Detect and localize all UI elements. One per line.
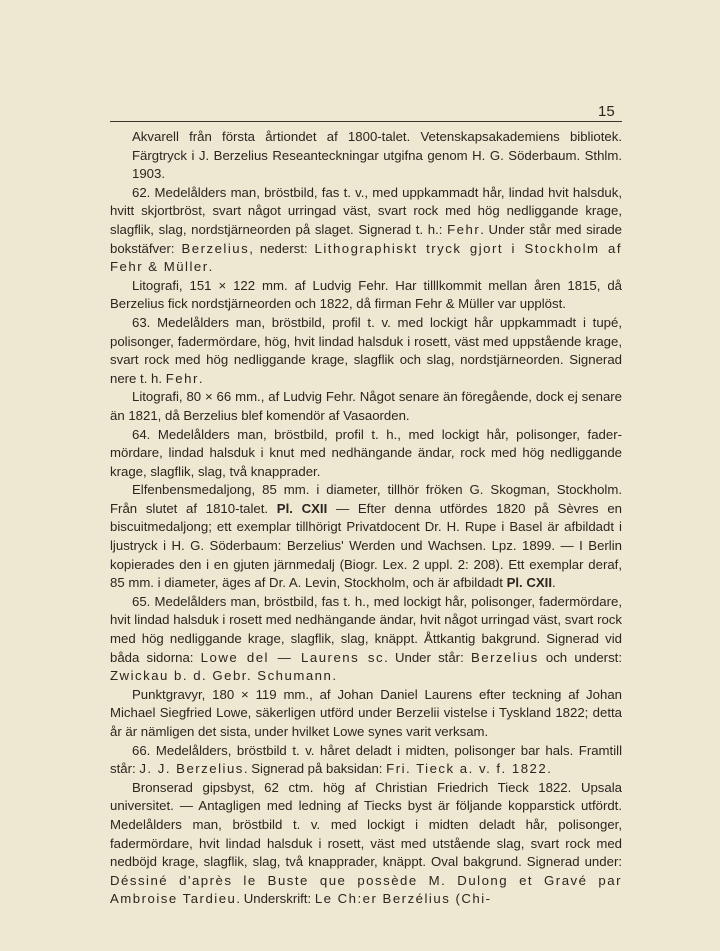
paragraph-p7: [110, 481, 622, 593]
paragraph-p9: [110, 686, 622, 742]
text-run: och underst:: [538, 649, 622, 665]
plate-reference: Pl. CXII: [276, 500, 328, 516]
plate-reference: Pl. CXII: [506, 575, 552, 591]
paragraph-p6: [110, 426, 622, 482]
paragraph-p11: [110, 779, 622, 909]
text-run: 64. Medelålders man, bröstbild, profil t. h., med lockigt hår, polisonger, fadermördare, lindad halsduk i knut med nedhängande ändar, rock med hög nedliggande krage, slagflik, slag, två knapprader.: [110, 426, 622, 479]
text-run: .: [332, 668, 336, 684]
spaced-inscription: Berzelius: [470, 649, 539, 665]
spaced-inscription: Fehr: [447, 221, 481, 237]
text-run: .: [552, 575, 556, 591]
text-run: 62. Medelålders man, bröstbild, fas t. v., med uppkammadt hår, lindad hvit halsduk, hvitt skjortbröst, svart något urringad väst, svart rock med hög nedliggande krage, slagflik, slag, nordstjärneorden på slaget. Signerad t. h.:: [110, 184, 622, 237]
paragraph-p4: [110, 314, 622, 388]
text-run: Litografi, 151 × 122 mm. af Ludvig Fehr. Har tilllkommit mellan åren 1815, då Berzelius fick nordstjärneorden och 1822, då firman Fehr & Müller var upplöst.: [110, 277, 622, 312]
text-run: , nederst:: [249, 240, 315, 256]
text-run: Akvarell från första årtiondet af 1800-talet. Vetenskapsakademiens bibliotek. Färgtryck i J. Berzelius Reseanteckningar utgifna genom H. G. Söderbaum. Sthlm. 1903.: [132, 129, 622, 182]
spaced-inscription: Lowe del — Laurens sc: [200, 649, 385, 665]
text-run: . Signerad på baksidan:: [243, 761, 387, 777]
text-run: .: [547, 761, 551, 777]
paragraph-p8: [110, 593, 622, 686]
text-run: . Under står:: [384, 649, 471, 665]
paragraph-p1: [110, 128, 622, 184]
text-run: 65. Medelålders man, bröstbild, fas t. h., med lockigt hår, polisonger, fadermördare, hvit lindad halsduk i rosett med nedhängande ändar, hvit något urringad väst, svart rock med hög nedliggande krage, slagflik, slag, knäppt. Åttkantig bakgrund. Signerad vid båda sidorna:: [110, 593, 622, 665]
paragraph-p10: [110, 742, 622, 779]
text-run: Litografi, 80 × 66 mm., af Ludvig Fehr. Något senare än föregående, dock ej senare än 1821, då Berzelius blef komendör af Vasaorden.: [110, 389, 622, 423]
paragraph-p2: [110, 184, 622, 277]
text-run: Elfenbensmedaljong, 85 mm. i diameter, tillhör fröken G. Skogman, Stockholm. Från slutet af 1810-talet.: [110, 482, 622, 516]
text-run: — Efter denna utfördes 1820 på Sèvres en biscuitmedaljong; ett exemplar tillhörigt Privatdocent Dr. H. Rupe i Basel är afbildadt i ljustryck i H. G. Söderbaum: Berzelius' Werden und Wachsen. Lpz. 1899. — I Berlin kopierades den i en gjuten järnmedalj (Biogr. Lex. 2 uppl. 2: 208). Ett exemplar deraf, 85 mm. i diameter, äges af Dr. A. Levin, Stockholm, och är afbildadt: [110, 500, 622, 591]
text-run: 66. Medelålders, bröstbild t. v. håret deladt i midten, polisonger bar hals. Framtill står:: [110, 742, 622, 777]
text-run: .: [198, 370, 203, 386]
spaced-inscription: Berzelius: [181, 240, 250, 256]
text-run: .: [208, 259, 213, 275]
spaced-inscription: J. J. Berzelius: [139, 761, 244, 777]
body-text: [110, 128, 622, 909]
spaced-inscription: Le Ch:er Berzélius (Chi-: [314, 891, 492, 907]
paragraph-p5: [110, 388, 622, 425]
spaced-inscription: Déssiné d'après le Buste que possède M. Dulong et Gravé par Ambroise Tardieu: [110, 872, 622, 907]
paragraph-p3: [110, 277, 622, 314]
spaced-inscription: Fri. Tieck a. v. f. 1822: [386, 761, 548, 777]
spaced-inscription: Zwickau b. d. Gebr. Schumann: [110, 668, 333, 684]
spaced-inscription: Fehr: [165, 370, 199, 386]
header-rule: [110, 121, 622, 122]
text-run: . Underskrift:: [236, 891, 315, 907]
text-run: Punktgravyr, 180 × 119 mm., af Johan Daniel Laurens efter teckning af Johan Michael Siegfried Lowe, säkerligen utförd under Berzelii vistelse i Tyskland 1822; detta år är nämligen det sista, under hvilket Lowe synes varit verksam.: [110, 686, 622, 739]
spaced-inscription: Lithographiskt tryck gjort i Stockholm af Fehr & Müller: [110, 240, 622, 275]
text-run: . Under står med sirade bokstäfver:: [110, 221, 623, 256]
text-run: Bronserad gipsbyst, 62 ctm. hög af Christian Friedrich Tieck 1822. Upsala universitet. — Antagligen med ledning af Tiecks byst är följande kopparstick utfördt. Medelålders man, bröstbild t. v. med lockigt i midten deladt hår, polisonger, fadermördare, hvit lindad halsduk i rosett, väst med utstående slag, svart rock med nedböjd krage, slagflik, slag, två knapprader, knäppt. Oval bakgrund. Signerad under:: [110, 779, 622, 870]
page-number: 15: [598, 103, 615, 120]
text-run: 63. Medelålders man, bröstbild, profil t. v. med lockigt hår uppkammadt i tupé, polisonger, fadermördare, hög, hvit lindad halsduk i rosett, väst med uppstående krage, svart rock med hög nedliggande krage, slagflik och slag, nordstjärneorden. Signerad nere t. h.: [110, 314, 622, 386]
